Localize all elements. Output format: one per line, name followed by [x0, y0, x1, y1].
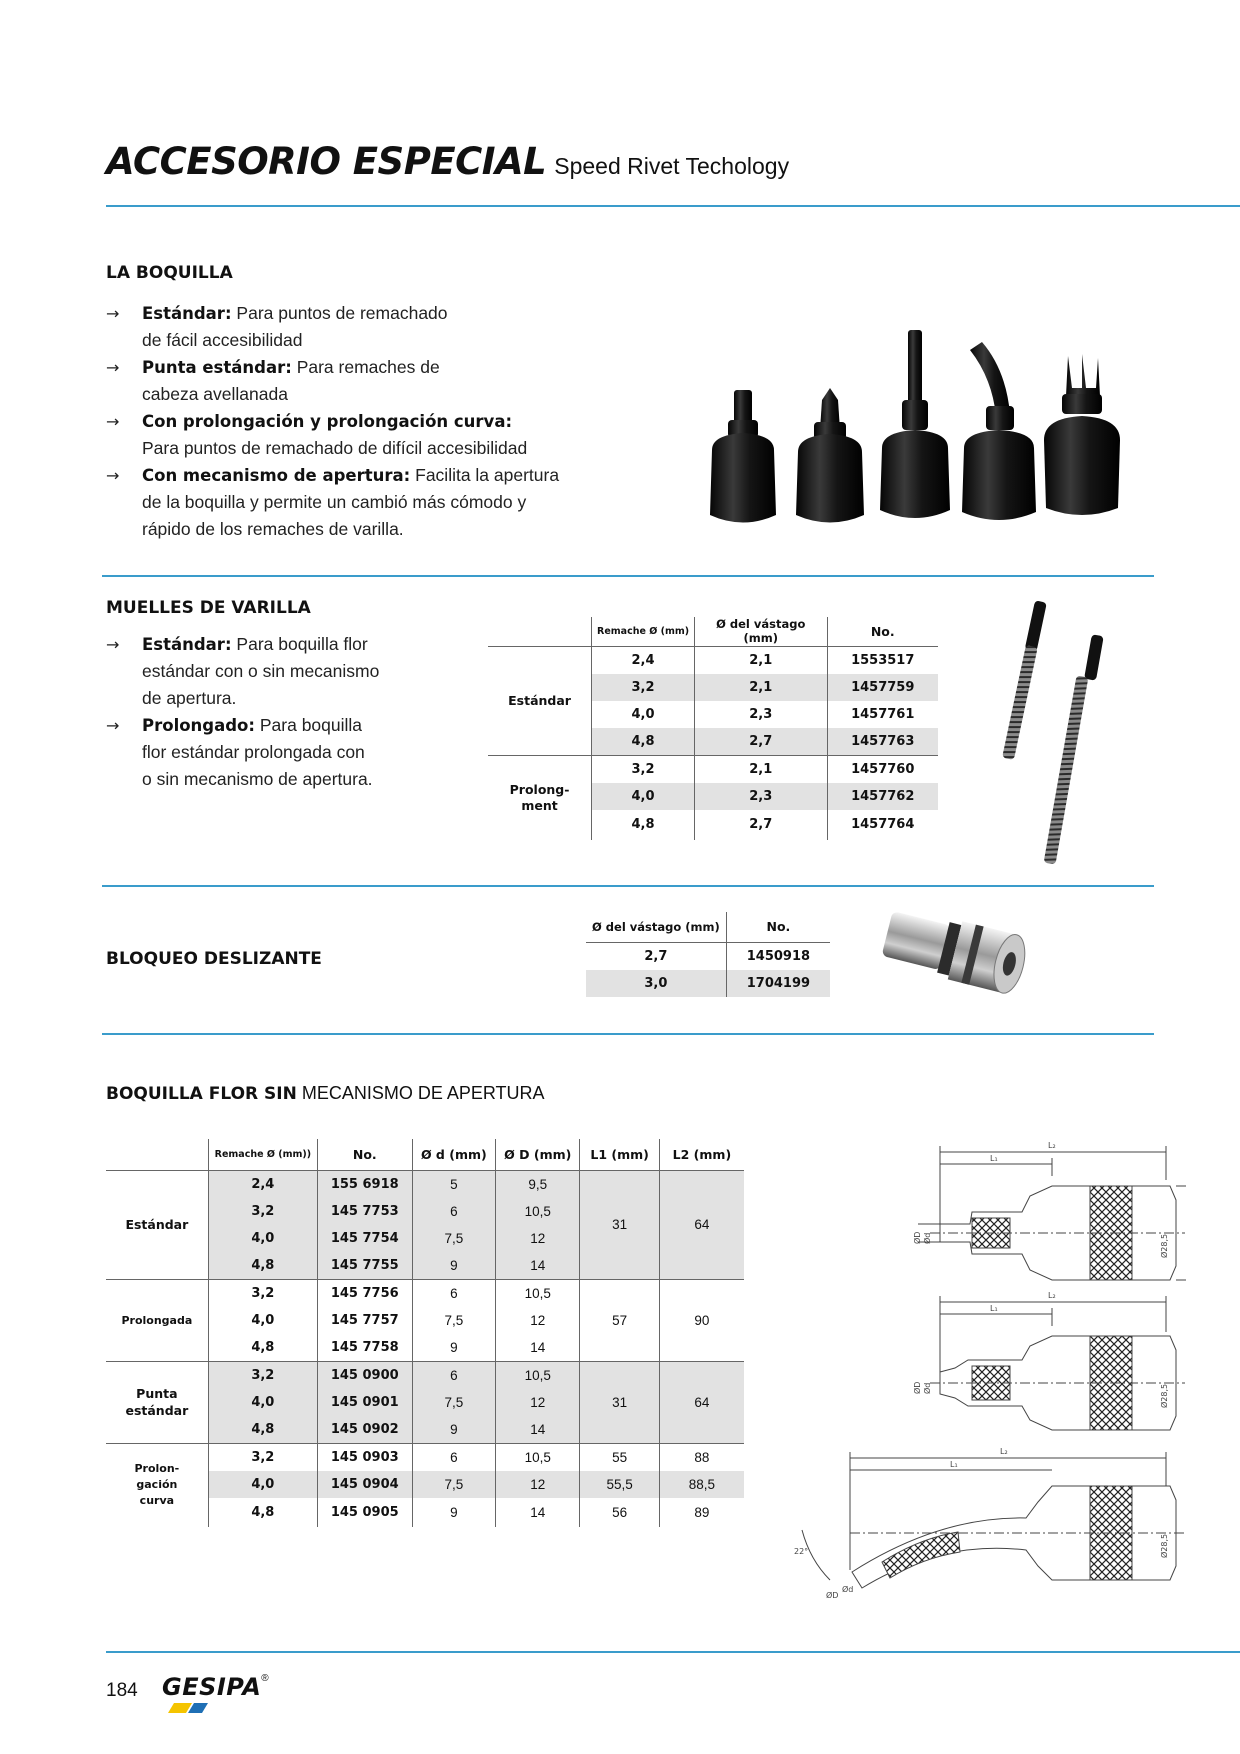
table-row: 3,0 1704199: [586, 970, 830, 997]
arrow-right-icon: →: [106, 466, 120, 485]
muelles-table: [488, 617, 938, 840]
group-prolongacion-curva: Prolon- gación curva: [106, 1443, 208, 1527]
col-remache: Remache Ø (mm): [592, 617, 695, 646]
drawing-prolongacion-curva: [802, 1452, 1185, 1588]
logo-stripes: [168, 1703, 208, 1713]
label-D: ØD: [913, 1381, 922, 1394]
table-row: 3,2 2,1 1457759: [488, 674, 938, 701]
page-number: 184: [106, 1680, 138, 1701]
arrow-right-icon: →: [106, 358, 120, 377]
flor-table: [106, 1139, 744, 1527]
col-l1: L1 (mm): [580, 1139, 659, 1170]
group-punta-estandar: Punta estándar: [106, 1361, 208, 1443]
table-row: Punta estándar 3,2 145 0900 6 10,5 31 64: [106, 1361, 744, 1389]
table-row: Prolong- ment 3,2 2,1 1457760: [488, 755, 938, 783]
bullet-estandar: → Estándar: Para puntos de remachado de fácil accesibilidad: [106, 300, 626, 354]
bullet-prolongacion: → Con prolongación y prolongación curva: Para puntos de remachado de difícil accesibilidad: [106, 408, 626, 462]
table-row: 4,8 145 7758 9 14: [106, 1334, 744, 1362]
bullet-muelle-estandar: → Estándar: Para boquilla flor estándar con o sin mecanismo de apertura.: [106, 631, 426, 712]
table-row: 4,8 2,7 1457764: [488, 810, 938, 840]
table-row: Prolongada 3,2 145 7756 6 10,5 57 90: [106, 1279, 744, 1307]
spring-standard: [1002, 600, 1047, 760]
bloqueo-table: [586, 912, 830, 997]
muelles-bullets: [106, 631, 426, 793]
arrow-right-icon: →: [106, 635, 120, 654]
label-l2: L₂: [1048, 1141, 1056, 1150]
label-d: Ød: [842, 1585, 854, 1594]
table-row: 4,0 145 0901 7,5 12: [106, 1389, 744, 1416]
label-d: Ød: [923, 1382, 932, 1394]
table-row: 4,0 145 0904 7,5 12 55,5 88,5: [106, 1471, 744, 1498]
springs-image: [990, 595, 1120, 875]
brand-name: GESIPA: [162, 1673, 262, 1701]
bullet-mecanismo: → Con mecanismo de apertura: Facilita la apertura de la boquilla y permite un cambió más cómodo y rápido de los remaches de varilla.: [106, 462, 626, 543]
nozzle-mecanismo-apertura: [1044, 354, 1120, 515]
label-dia: Ø28,5: [1160, 1383, 1169, 1408]
nozzle-standard: [710, 390, 776, 523]
nozzle-prolongacion-curva: [962, 342, 1036, 520]
label-l1: L₁: [990, 1154, 998, 1163]
section-heading-flor: BOQUILLA FLOR SIN MECANISMO DE APERTURA: [106, 1083, 545, 1104]
header-rule: [106, 205, 1240, 207]
page-subtitle: Speed Rivet Techology: [554, 153, 790, 179]
arrow-right-icon: →: [106, 412, 120, 431]
table-row: 4,0 2,3 1457761: [488, 701, 938, 728]
col-l2: L2 (mm): [659, 1139, 744, 1170]
table-row: Estándar 2,4 155 6918 5 9,5 31 64: [106, 1170, 744, 1198]
col-D: Ø D (mm): [496, 1139, 580, 1170]
nozzles-image: [700, 330, 1120, 540]
table-row: 4,8 2,7 1457763: [488, 728, 938, 756]
table-row: 2,7 1450918: [586, 942, 830, 970]
label-l1: L₁: [990, 1304, 998, 1313]
bullet-punta-estandar: → Punta estándar: Para remaches de cabeza avellanada: [106, 354, 626, 408]
col-remache: Remache Ø (mm)): [208, 1139, 317, 1170]
sliding-lock-image: [875, 905, 1055, 1015]
label-dia: Ø28,5: [1160, 1233, 1169, 1258]
table-row: 4,8 145 7755 9 14: [106, 1252, 744, 1280]
table-row: Estándar 2,4 2,1 1553517: [488, 646, 938, 674]
table-row: Prolon- gación curva 3,2 145 0903 6 10,5 55 88: [106, 1443, 744, 1471]
drawing-estandar: [918, 1146, 1186, 1280]
section-heading-boquilla: LA BOQUILLA: [106, 263, 233, 283]
nozzle-punta-estandar: [796, 388, 864, 523]
section-rule: [102, 885, 1154, 887]
nozzle-prolongacion: [880, 330, 950, 518]
table-row: 4,0 2,3 1457762: [488, 783, 938, 810]
section-heading-muelles: MUELLES DE VARILLA: [106, 598, 311, 618]
table-row: 3,2 145 7753 6 10,5: [106, 1198, 744, 1225]
label-angle: 22°: [794, 1547, 809, 1556]
label-d: Ød: [923, 1232, 932, 1244]
col-no: No.: [726, 912, 830, 942]
technical-drawings: [790, 1140, 1190, 1600]
group-estandar: Estándar: [106, 1170, 208, 1279]
label-l2: L₂: [1000, 1447, 1008, 1456]
table-row: 4,8 145 0905 9 14 56 89: [106, 1498, 744, 1527]
label-l1: L₁: [950, 1460, 958, 1469]
label-D: ØD: [913, 1231, 922, 1244]
col-vastago: Ø del vástago (mm): [592, 919, 720, 934]
arrow-right-icon: →: [106, 716, 120, 735]
group-estandar: Estándar: [488, 646, 592, 755]
table-row: 4,0 145 7757 7,5 12: [106, 1307, 744, 1334]
label-l2: L₂: [1048, 1291, 1056, 1300]
page-title: ACCESORIO ESPECIAL Speed Rivet Techology: [106, 140, 790, 183]
section-heading-bloqueo: BLOQUEO DESLIZANTE: [106, 949, 322, 969]
spring-prolongado: [1044, 634, 1104, 864]
section-rule: [102, 575, 1154, 577]
section-rule: [102, 1033, 1154, 1035]
col-vastago: Ø del vástago (mm): [695, 617, 828, 646]
group-prolongada: Prolongada: [106, 1279, 208, 1361]
col-no: No.: [317, 1139, 412, 1170]
table-row: 4,8 145 0902 9 14: [106, 1416, 744, 1444]
boquilla-bullets: [106, 300, 626, 543]
label-D: ØD: [826, 1591, 839, 1600]
arrow-right-icon: →: [106, 304, 120, 323]
col-d: Ø d (mm): [412, 1139, 496, 1170]
footer-rule: [106, 1651, 1240, 1653]
gesipa-logo: GESIPA®: [162, 1673, 269, 1701]
group-prolongment: Prolong- ment: [488, 755, 592, 840]
drawing-punta-estandar: [930, 1296, 1185, 1430]
bullet-muelle-prolongado: → Prolongado: Para boquilla flor estándar prolongada con o sin mecanismo de apertura.: [106, 712, 426, 793]
label-dia: Ø28,5: [1160, 1533, 1169, 1558]
col-no: No.: [827, 617, 938, 646]
table-row: 4,0 145 7754 7,5 12: [106, 1225, 744, 1252]
